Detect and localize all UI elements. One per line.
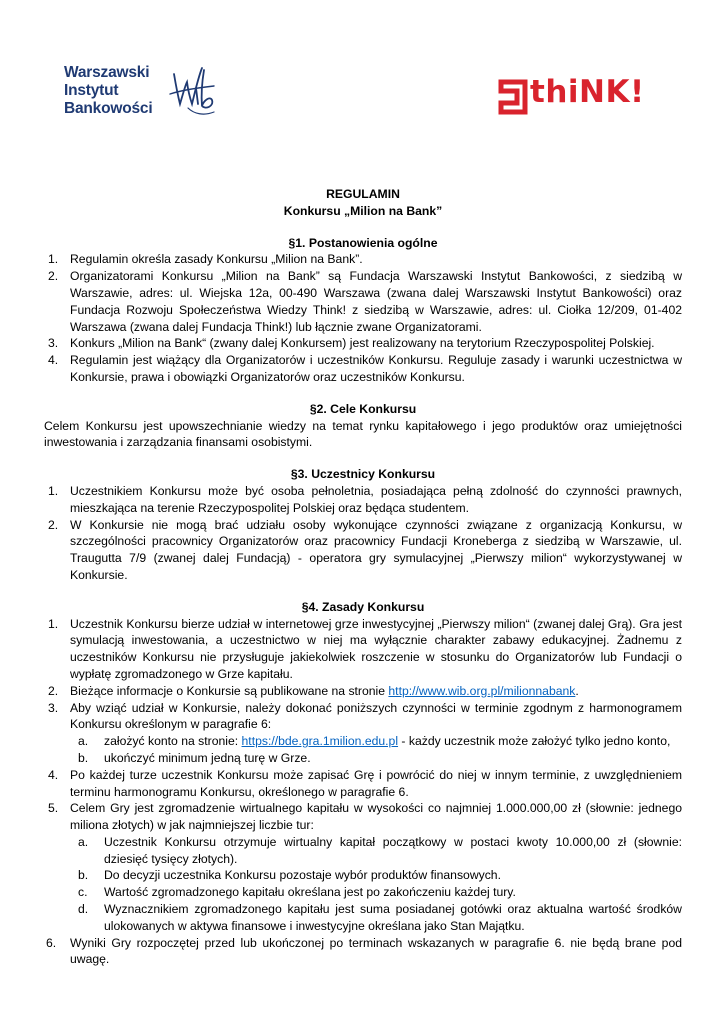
think-logo-word: thiNK! (530, 74, 645, 110)
sub-list (70, 834, 682, 935)
sub-list-item (70, 884, 682, 901)
list-item (44, 683, 682, 700)
list-item (44, 767, 682, 801)
list-item (44, 800, 682, 934)
item-number: 4. (48, 767, 59, 782)
item-text: Celem Gry jest zgromadzenie wirtualnego kapitału w wysokości co najmniej 1.000.000,00 zł (słownie: jednego miliona złotych) w jak najmniejszej liczbie tur: (70, 801, 682, 833)
item-number: 1. (48, 483, 59, 498)
think-logo (498, 74, 645, 118)
wib-logo-text (64, 64, 152, 118)
sub-list-item (70, 901, 682, 935)
item-letter: a. (78, 834, 89, 849)
section-2-text: Celem Konkursu jest upowszechnianie wiedzy na temat rynku kapitałowego i jego produktów oraz umiejętności inwestowania i zarządzania finansami osobistymi. (44, 418, 682, 450)
list-item (44, 335, 682, 352)
list-item (44, 517, 682, 584)
game-signup-link[interactable]: https://bde.gra.1milion.edu.pl (241, 734, 399, 749)
item-text: Uczestnikiem Konkursu może być osoba pełnoletnia, posiadająca pełną zdolność do czynności prawnych, mieszkająca na terenie Rzeczypospolitej Polskiej oraz będąca studentem. (70, 483, 682, 515)
item-text: Uczestnik Konkursu otrzymuje wirtualny kapitał początkowy w postaci kwoty 10.000,00 zł (słownie: dziesięć tysięcy złotych). (104, 834, 682, 866)
list-item (44, 700, 682, 767)
item-text: W Konkursie nie mogą brać udziału osoby wykonujące czynności związane z organizacją Konkursu, w szczególności pracownicy Organizatorów oraz pracownicy Fundacji Kroneberga z siedzibą w Warszawie, ul. Traugutta 7/9 (zwanej dalej Fundacją) - operatora gry symulacyjnej „Pierwszy milion“ wykorzystywanej w Konkursie. (70, 517, 682, 582)
title-block (44, 186, 682, 220)
item-text: Konkurs „Milion na Bank“ (zwany dalej Konkursem) jest realizowany na terytorium Rzeczypospolitej Polskiej. (70, 336, 655, 351)
item-number: 6. (46, 935, 57, 950)
sub-list-item (70, 733, 682, 750)
section-2-heading: §2. Cele Konkursu (309, 401, 417, 416)
document-subtitle: Konkursu „Milion na Bank” (283, 203, 443, 218)
item-text: Wyniki Gry rozpoczętej przed lub ukończonej po terminach wskazanych w paragrafie 6. nie będą brane pod uwagę. (70, 935, 682, 967)
sub-list-item (70, 834, 682, 868)
item-text: Regulamin określa zasady Konkursu „Milion na Bank”. (70, 252, 363, 267)
document-title: REGULAMIN (326, 187, 400, 201)
item-text: Organizatorami Konkursu „Milion na Bank” są Fundacja Warszawski Instytut Bankowości, z siedzibą w Warszawie, adres: ul. Wiejska 12a, 00-490 Warszawa (zwana dalej Warszawski Instytut Bankowości) oraz Fundacja Rozwoju Społeczeństwa Wiedzy Think! z siedzibą w Warszawie, adres: ul. Ciołka 12/209, 01-402 Warszawa (zwana dalej Fundacja Think!) lub łącznie zwane Organizatorami. (70, 269, 682, 334)
item-text: Regulamin jest wiążący dla Organizatorów i uczestników Konkursu. Reguluje zasady i warunki uczestnictwa w Konkursie, prawa i obowiązki Organizatorów oraz uczestników Konkursu. (70, 353, 682, 384)
item-letter: b. (78, 868, 89, 883)
item-number: 2. (48, 517, 59, 532)
list-item (44, 268, 682, 335)
item-letter: b. (78, 750, 89, 765)
wib-milionnabank-link[interactable]: http://www.wib.org.pl/milionnabank (388, 683, 576, 698)
wib-logo-line2: Instytut (64, 82, 119, 99)
wib-logo (64, 64, 214, 134)
think-bracket-icon (498, 79, 528, 115)
item-text: Uczestnik Konkursu bierze udział w internetowej grze inwestycyjnej „Pierwszy milion“ (zwanej dalej Grą). Gra jest symulacją inwestowania, a uczestnictwo w niej ma wyłącznie charakter zabawy edukacyjnej. Żadnemu z uczestników Konkursu nie przysługuje jakiekolwiek roszczenie w stosunku do Organizatorów lub Fundacji o wypłatę zgromadzonego w Grze kapitału. (70, 616, 682, 681)
item-letter: a. (78, 734, 89, 749)
section-1-list (44, 251, 682, 385)
section-4-heading: §4. Zasady Konkursu (301, 599, 425, 614)
item-number: 1. (48, 252, 59, 267)
item-number: 2. (48, 269, 59, 284)
list-item (44, 251, 682, 268)
regulation-document (44, 186, 682, 968)
list-item (44, 616, 682, 683)
item-letter: c. (78, 885, 88, 900)
item-number: 1. (48, 616, 59, 631)
section-1-heading: §1. Postanowienia ogólne (288, 235, 438, 250)
item-text: Po każdej turze uczestnik Konkursu może zapisać Grę i powrócić do niej w innym terminie, z uwzględnieniem terminu harmonogramu Konkursu, określonego w paragrafie 6. (70, 767, 682, 799)
section-3-list (44, 483, 682, 584)
section-4-list (44, 616, 682, 935)
item-letter: d. (78, 902, 89, 917)
item-number: 3. (48, 700, 59, 715)
item-number: 2. (48, 683, 59, 698)
sub-list-item (70, 867, 682, 884)
item-text: Bieżące informacje o Konkursie są publikowane na stronie (70, 683, 389, 698)
item-text: założyć konto na stronie: (104, 734, 242, 749)
list-item (44, 483, 682, 517)
item-text-end: . (575, 683, 579, 698)
list-item (44, 935, 682, 969)
wib-logo-line3: Bankowości (64, 100, 153, 117)
wib-logo-line1: Warszawski (64, 64, 150, 81)
sub-list-item (70, 750, 682, 767)
item-text: ukończyć minimum jedną turę w Grze. (104, 750, 311, 765)
item-text: Aby wziąć udział w Konkursie, należy dokonać poniższych czynności w terminie zgodnym z harmonogramem Konkursu określonym w paragrafie 6: (70, 700, 682, 732)
item-number: 5. (48, 801, 59, 816)
item-number: 3. (48, 336, 59, 351)
item-text: Wartość zgromadzonego kapitału określana jest po zakończeniu każdej tury. (104, 885, 516, 900)
item-number: 4. (48, 353, 59, 368)
section-3-heading: §3. Uczestnicy Konkursu (290, 467, 436, 482)
wib-signature-icon (168, 64, 216, 122)
item-text: Do decyzji uczestnika Konkursu pozostaje wybór produktów finansowych. (104, 868, 501, 883)
item-text: Wyznacznikiem zgromadzonego kapitału jest suma posiadanej gotówki oraz aktualna wartość środków ulokowanych w aktywa finansowe i inwestycyjne określana jako Stan Majątku. (104, 902, 682, 933)
sub-list (70, 733, 682, 767)
item-text-end: - każdy uczestnik może założyć tylko jedno konto, (398, 734, 671, 749)
list-item (44, 352, 682, 386)
